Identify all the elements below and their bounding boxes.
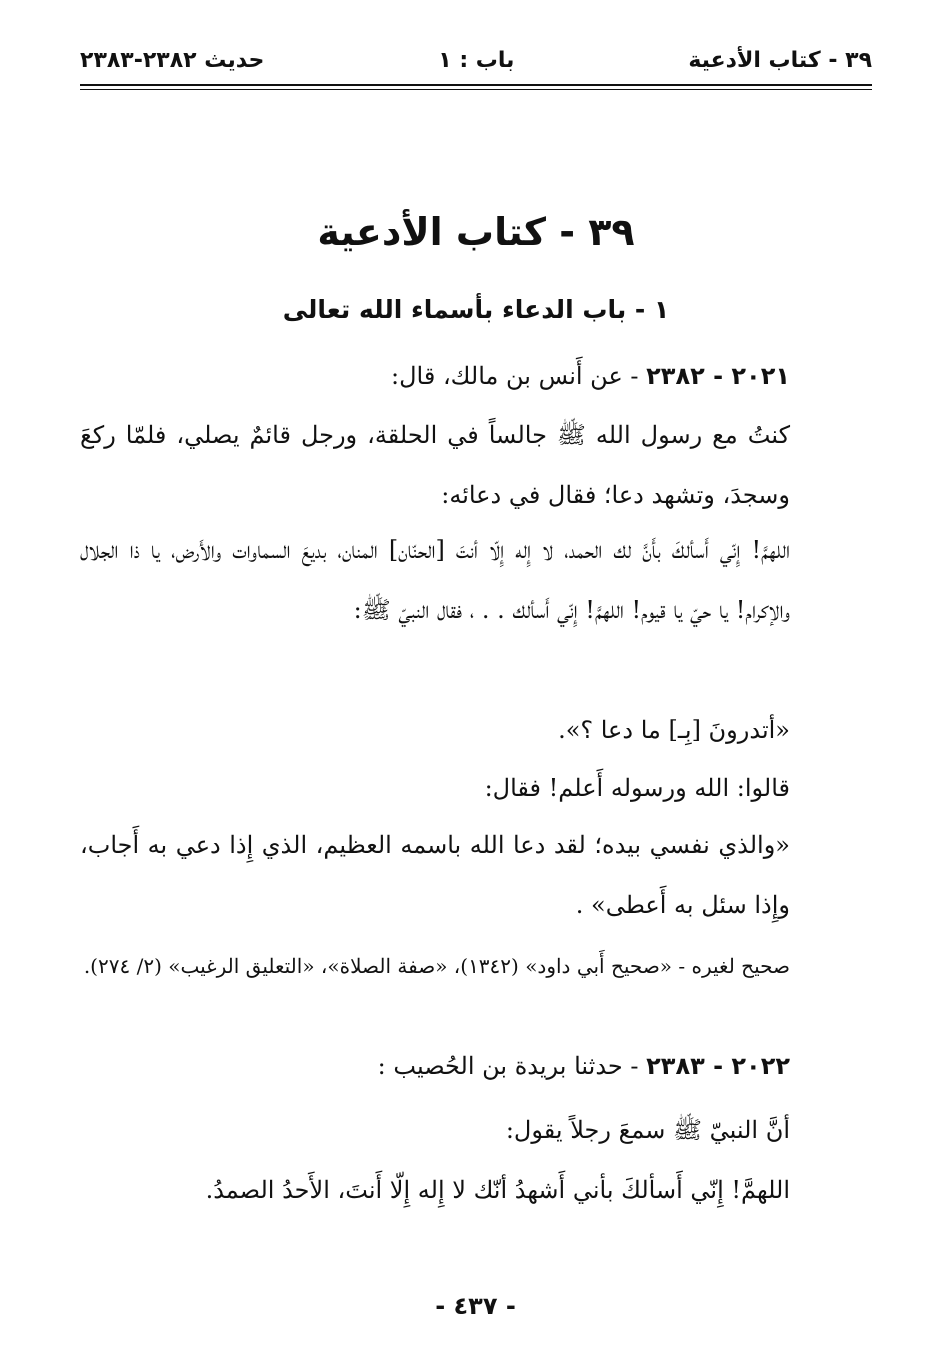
book-title: ٣٩ - كتاب الأدعية [317, 210, 635, 254]
page-number: - ٤٣٧ - [435, 1292, 516, 1320]
hadith-1-quote-1: «أتدرونَ [بِـ] ما دعا ؟». [558, 716, 790, 744]
hadith-2-line-1: أنَّ النبيّ ﷺ سمعَ رجلاً يقول: [505, 1116, 790, 1144]
hadith-1-intro: - عن أَنس بن مالك، قال: [391, 362, 639, 390]
chapter-title: ١ - باب الدعاء بأسماء الله تعالى [282, 295, 670, 324]
hadith-1-paragraph-1: كنتُ مع رسول الله ﷺ جالساً في الحلقة، ورجل قائمٌ يصلي، فلمّا ركعَ وسجدَ، وتشهد دعا؛ فقال في دعائه: [80, 421, 790, 509]
hadith-1-number: ٢٠٢١ - ٢٣٨٢ [646, 362, 790, 390]
hadith-1-heading [80, 362, 790, 390]
header-rule-thick [80, 84, 872, 86]
running-header [80, 40, 872, 80]
header-rule-thin [80, 89, 872, 90]
hadith-1-quote-2: «والذي نفسي بيده؛ لقد دعا الله باسمه العظيم، الذي إِذا دعي به أَجاب، وإِذا سئل به أَعطى» . [80, 831, 790, 919]
hadith-2-intro: - حدثنا بريدة بن الحُصيب : [377, 1052, 639, 1080]
hadith-1-reply: قالوا: الله ورسوله أَعلم! فقال: [484, 774, 790, 802]
hadith-2-number: ٢٠٢٢ - ٢٣٨٣ [646, 1052, 790, 1080]
hadith-1-paragraph-2: اللهمَّ! إِنّي أَسألكَ بأَنَّ لك الحمد، لا إِله إِلّا أنتَ [الحنّان] المنان، بديعَ السماوات والأَرض، يا ذا الجلال والإكرام! يا حيّ يا قيوم! اللهمَّ! إِنّي أَسألك . . ، فقال النبيّ ﷺ: [80, 536, 790, 624]
hadith-2-heading [80, 1052, 790, 1080]
hadith-2-line-2: اللهمَّ! إِنّي أَسألكَ بأني أَشهدُ أنّك لا إِله إِلّا أَنتَ، الأَحدُ الصمدُ. [205, 1176, 790, 1204]
header-chapter: باب : ١ [438, 47, 515, 73]
header-book-title: ٣٩ - كتاب الأدعية [688, 47, 872, 73]
hadith-1-grading: صحيح لغيره - «صحيح أَبي داود» (١٣٤٢)، «صفة الصلاة»، «التعليق الرغيب» (٢/ ٢٧٤). [83, 954, 790, 978]
header-hadith-range: حديث ٢٣٨٢-٢٣٨٣ [80, 47, 265, 73]
